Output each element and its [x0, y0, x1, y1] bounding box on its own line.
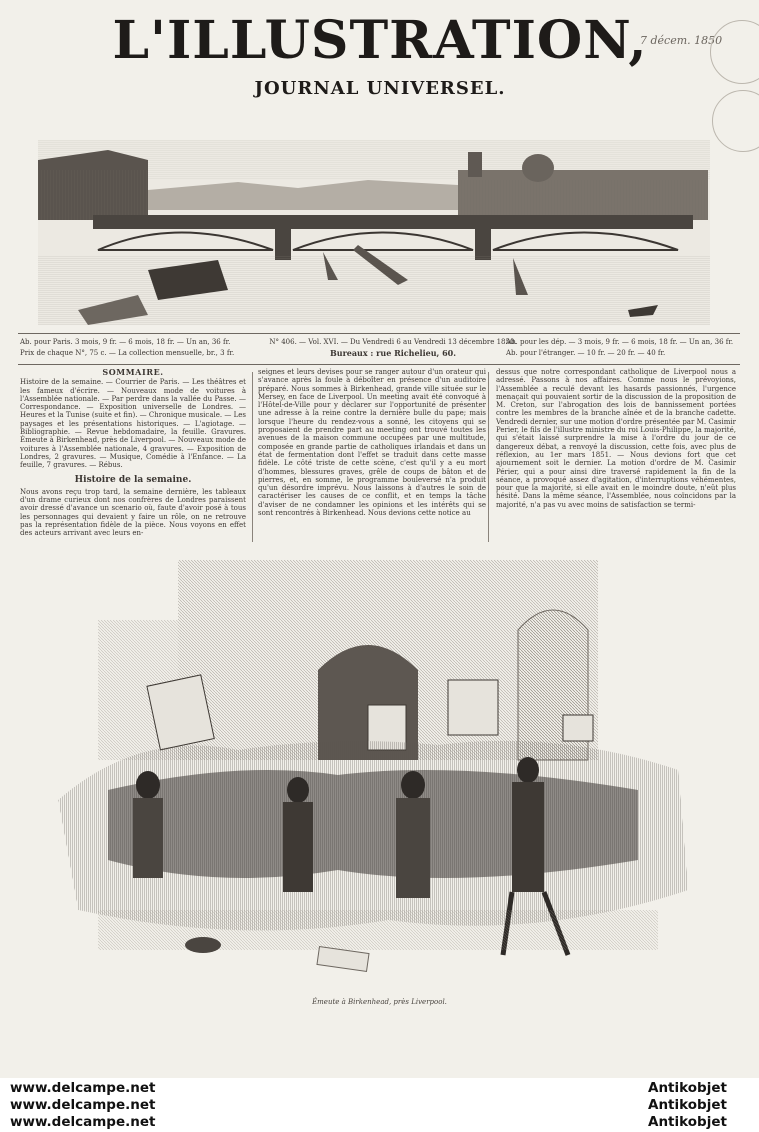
article-text-col3: dessus que notre correspondant catholique de Liverpool nous a adressé. Passons à nos affaires. Comme nous le prévoyions, l'Assemblée a reculé devant les hasards passionnés, l'urgence menaçait qui pouvaient sortir de la discussion de la proposition de M. Creton, sur l'abrogation des lois de bannissement portées contre les membres de la branche aînée et de la branche cadette. Vendredi dernier, sur une motion d'ordre présentée par M. Casimir Perier, le fils de l'illustre ministre du roi Louis-Philippe, la majorité, qui s'était laissé surprendre la mise à l'ordre du jour de ce dangereux débat, a renvoyé la discussion, cette fois, avec plus de réflexion, au 1er mars 1851. — Nous devions fort que cet ajournement soit le dernier. La motion d'ordre de M. Casimir Périer, qui a pour ainsi dire traversé rapidement la fin de la séance, a provoqué assez d'agitation, d'interruptions véhémentes, pour que la majorité, si elle avait en le moindre doute, n'eût plus hésité. Dans la même séance, l'Assemblée, nous coïncidons par la majorité, n'a pas vu avec moins de satisfaction se termi-	[496, 368, 736, 509]
office-address: Bureaux : rue Richelieu, 60.	[329, 348, 457, 358]
summary-heading: SOMMAIRE.	[102, 367, 164, 377]
column-3	[496, 368, 736, 511]
subscription-info-bar	[18, 333, 740, 365]
issue-info	[268, 337, 518, 359]
column-2	[258, 368, 486, 519]
issue-number: N° 406. — Vol. XVI. — Du Vendredi 6 au Vendredi 13 décembre 1850.	[269, 338, 517, 346]
departments-prices: Ab. pour les dép. — 3 mois, 9 fr. — 6 mois, 18 fr. — Un an, 36 fr.	[506, 338, 734, 346]
site-label: www.delcampe.net	[10, 1080, 156, 1096]
article-text-col2: seignes et leurs devises pour se ranger autour d'un orateur qui s'avance après la foule à déboîter en présence d'un auditoire préparé. Nous sommes à Birkenhead, grande ville située sur le Mersey, en face de Liverpool. Un meeting avait été convoqué à l'Hôtel-de-Ville pour y déclarer sur l'opportunité de présenter une adresse à la reine contre la dernière bulle du pape; mais lorsque l'heure du rendez-vous a sonné, les citoyens qui se proposaient de prendre part au meeting ont trouvé toutes les avenues de la maison commune occupées par une multitude, composée en grande partie de catholiques irlandais et dans un état de fermentation dont l'effet se traduit dans cette masse fidèle. Le côté triste de cette scène, c'est qu'il y a eu mort d'hommes, blessures graves, grêle de coups de bâton et de pierres, et, en somme, le programme bouleversé n'a produit qu'un désordre imprévu. Nous laissons à d'autres le soin de caractériser les causes de ce conflit, et en temps la tâche d'aviser de ne condamner les opinions et les intérêts qui se sont rencontrés à Birkenhead. Nous devions cette notice au	[258, 368, 486, 518]
postage-stamp-mark	[710, 20, 759, 84]
seller-label: Antikobjet	[648, 1080, 727, 1096]
departments-subscription	[506, 337, 733, 359]
paris-subscription	[20, 337, 234, 359]
foreign-prices: Ab. pour l'étranger. — 10 fr. — 20 fr. — 40 fr.	[506, 349, 666, 357]
paris-prices: Ab. pour Paris. 3 mois, 9 fr. — 6 mois, 18 fr. — Un an, 36 fr.	[20, 338, 231, 346]
journal-title: L'ILLUSTRATION,	[112, 10, 648, 71]
summary-text: Histoire de la semaine. — Courrier de Paris. — Les théâtres et les fameux d'écrire. — Nouveaux mode de voitures à l'Assemblée nationale. — Par perdre dans la vallée du Passe. — Correspondance. — Exposition universelle de Londres. — Heures et la Tunise (suite et fin). — Chronique musicale. — Les paysages et les présentations historiques. — L'agiotage. — Bibliographie. — Revue hebdomadaire, la feuille. Gravures. Émeute à Birkenhead, près de Liverpool. — Nouveaux mode de voitures à l'Assemblée nationale, 4 gravures. — Exposition de Londres, 2 gravures. — Musique, Comédie à l'Enfance. — La feuille, 7 gravures. — Rébus.	[20, 378, 246, 470]
section-heading: Histoire de la semaine.	[74, 474, 192, 485]
masthead-engraving-paris-bridge	[38, 140, 710, 325]
journal-subtitle: JOURNAL UNIVERSEL.	[254, 78, 506, 99]
article-text-col1: Nous avons reçu trop tard, la semaine dernière, les tableaux d'un drame curieux dont nos confrères de Londres paraissent avoir dressé d'avance un scenario où, faute d'avoir posé à tous les personnages qui devaient y faire un rôle, on ne retrouve pas la représentation fidèle de la pièce. Nous voyons en effet des acteurs arrivant avec leurs en-	[20, 487, 246, 538]
riot-engraving-birkenhead	[38, 560, 724, 990]
illustration-caption: Émeute à Birkenhead, près Liverpool.	[312, 998, 447, 1006]
seller-footer	[0, 1078, 759, 1132]
seller-label: Antikobjet	[648, 1114, 727, 1130]
site-label: www.delcampe.net	[10, 1114, 156, 1130]
site-label: www.delcampe.net	[10, 1097, 156, 1113]
issue-price: Prix de chaque N°, 75 c. — La collection mensuelle, br., 3 fr.	[20, 349, 235, 357]
column-1	[20, 368, 246, 540]
seller-label: Antikobjet	[648, 1097, 727, 1113]
text-columns	[18, 368, 740, 546]
postage-stamp-mark	[712, 90, 759, 152]
handwritten-date: 7 décem. 1850	[640, 34, 723, 47]
